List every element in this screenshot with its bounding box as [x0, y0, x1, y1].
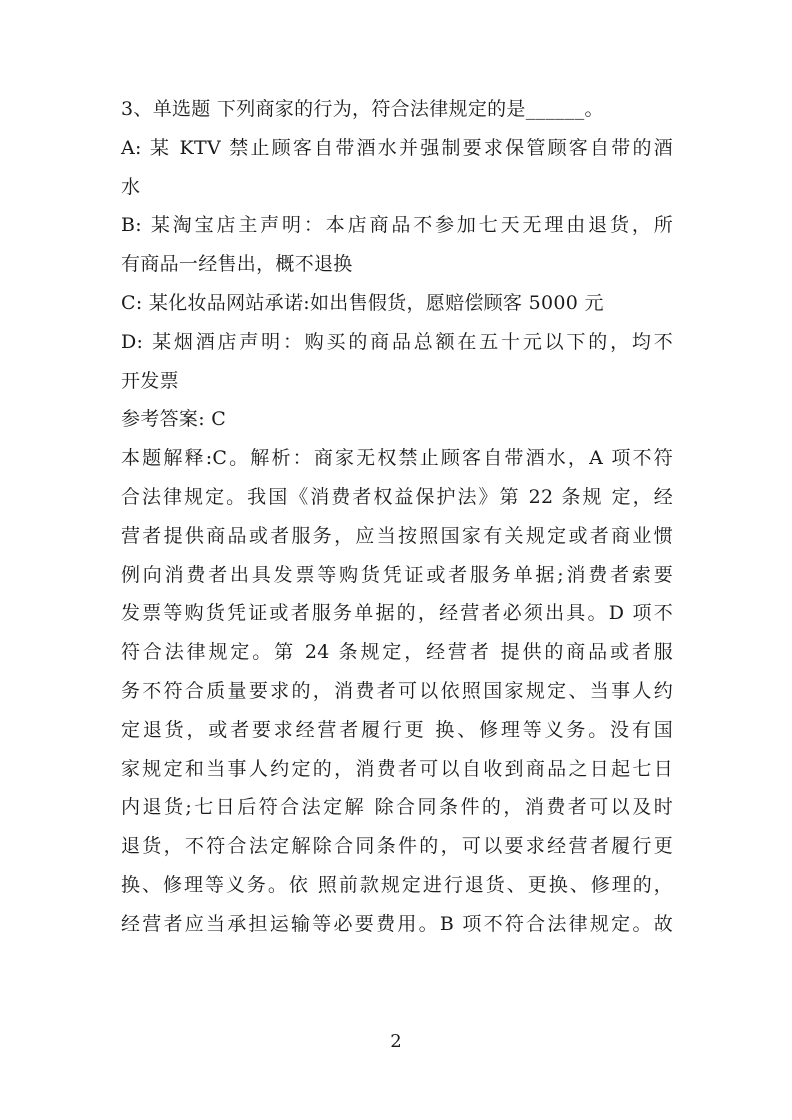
page-number: 2	[390, 1031, 402, 1052]
question-stem: 3、单选题 下列商家的行为，符合法律规定的是______。	[121, 98, 604, 120]
option-a-line-2: 水	[121, 175, 141, 198]
explanation-line: 符合法律规定。第 24 条规定，经营者 提供的商品或者服	[121, 641, 673, 664]
option-a-line-1: A: 某 KTV 禁止顾客自带酒水并强制要求保管顾客自带的酒	[121, 136, 673, 159]
option-b-line-2: 有商品一经售出，概不退换	[121, 253, 353, 276]
explanation-line: 务不符合质量要求的，消费者可以依照国家规定、当事人约	[121, 679, 673, 702]
option-c-line-1: C: 某化妆品网站承诺:如出售假货，愿赔偿顾客 5000 元	[121, 291, 604, 314]
explanation-line: 内退货;七日后符合法定解 除合同条件的，消费者可以及时	[121, 796, 673, 819]
explanation-line: 退货，不符合法定解除合同条件的，可以要求经营者履行更	[121, 835, 673, 858]
explanation-line: 本题解释:C。解析：商家无权禁止顾客自带酒水，A 项不符	[121, 447, 673, 470]
explanation-line: 营者提供商品或者服务，应当按照国家有关规定或者商业惯	[121, 524, 673, 547]
explanation-line: 发票等购货凭证或者服务单据的，经营者必须出具。D 项不	[121, 602, 673, 625]
explanation-line: 换、修理等义务。依 照前款规定进行退货、更换、修理的，	[121, 873, 673, 896]
question-content	[121, 98, 673, 952]
explanation-line: 家规定和当事人约定的，消费者可以自收到商品之日起七日	[121, 757, 673, 780]
option-d-line-2: 开发票	[121, 369, 179, 392]
answer-line: 参考答案: C	[121, 408, 227, 431]
explanation-line: 定退货，或者要求经营者履行更 换、修理等义务。没有国	[121, 718, 673, 741]
option-b-line-1: B: 某淘宝店主声明：本店商品不参加七天无理由退货，所	[121, 214, 673, 237]
explanation-line: 合法律规定。我国《消费者权益保护法》第 22 条规 定，经	[121, 485, 673, 508]
explanation-line: 例向消费者出具发票等购货凭证或者服务单据;消费者索要	[121, 563, 673, 586]
option-d-line-1: D: 某烟酒店声明：购买的商品总额在五十元以下的，均不	[121, 330, 673, 353]
explanation-line: 经营者应当承担运输等必要费用。B 项不符合法律规定。故	[121, 912, 673, 935]
